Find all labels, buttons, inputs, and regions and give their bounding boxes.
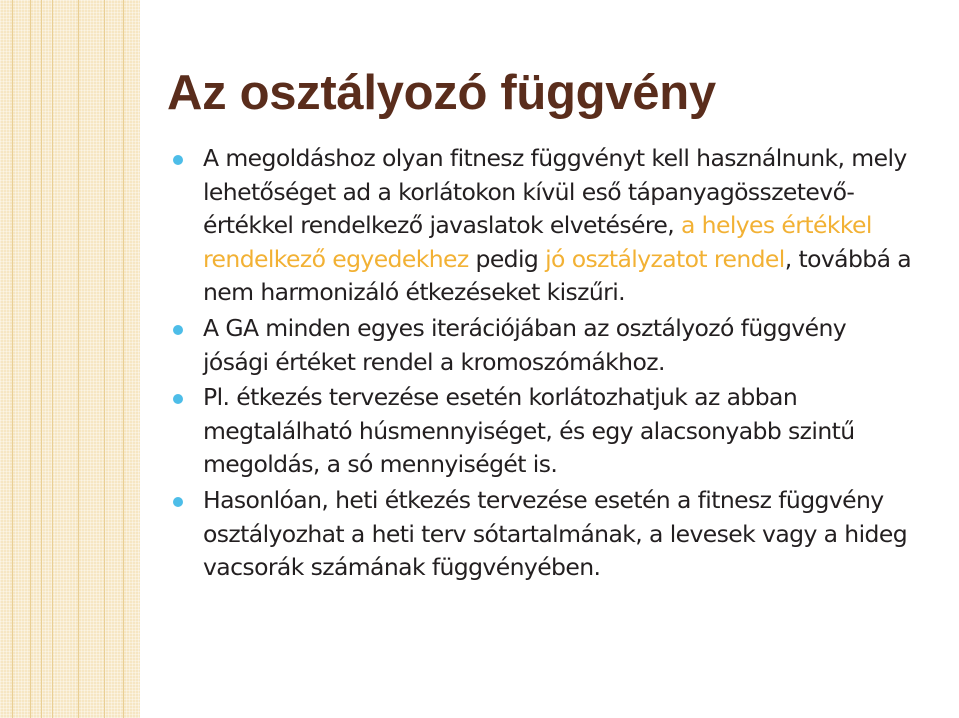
bullet-text: A megoldáshoz olyan fitnesz függvényt kell használnunk, mely lehetőséget ad a korlátokon kívül eső tápanyagösszetevő-értékkel rendelkező javaslatok elvetésére, [203,144,907,240]
strip-line [52,0,53,718]
bullet-text: Hasonlóan, heti étkezés tervezése esetén a fitnesz függvény osztályozhat a heti terv sótartalmának, a levesek vagy a hideg vacsorák számának függvényében. [203,485,908,582]
bullet-text: A GA minden egyes iterációjában az osztályozó függvény jósági értéket rendel a kromoszómákhoz. [203,313,847,376]
bullet-item-3 [203,381,913,482]
highlighted-text: a helyes értékkel rendelkező egyedekhez [203,211,872,273]
bullet-dot-icon [173,394,183,404]
slide-title: Az osztályozó függvény [167,66,716,120]
strip-line [41,0,42,718]
bullet-item-4 [203,484,913,585]
decorative-left-strip [0,0,140,718]
strip-line [104,0,105,718]
strip-line [78,0,79,718]
bullet-item-2 [203,312,913,379]
highlighted-text: jó osztályzatot rendel [545,244,785,273]
strip-line [123,0,124,718]
bullet-dot-icon [173,497,183,507]
bullet-text: Pl. étkezés tervezése esetén korlátozhatjuk az abban megtalálható húsmennyiséget, és egy alacsonyabb szintű megoldás, a só mennyiségét is. [203,383,855,479]
strip-line [12,0,13,718]
bullet-text: pedig [468,244,546,273]
strip-line [30,0,31,718]
bullet-dot-icon [173,325,183,335]
bullet-text: , továbbá a nem harmonizáló étkezéseket kiszűri. [203,244,912,307]
bullet-item-1 [203,142,913,310]
bullet-dot-icon [173,155,183,165]
bullet-list [203,142,913,587]
